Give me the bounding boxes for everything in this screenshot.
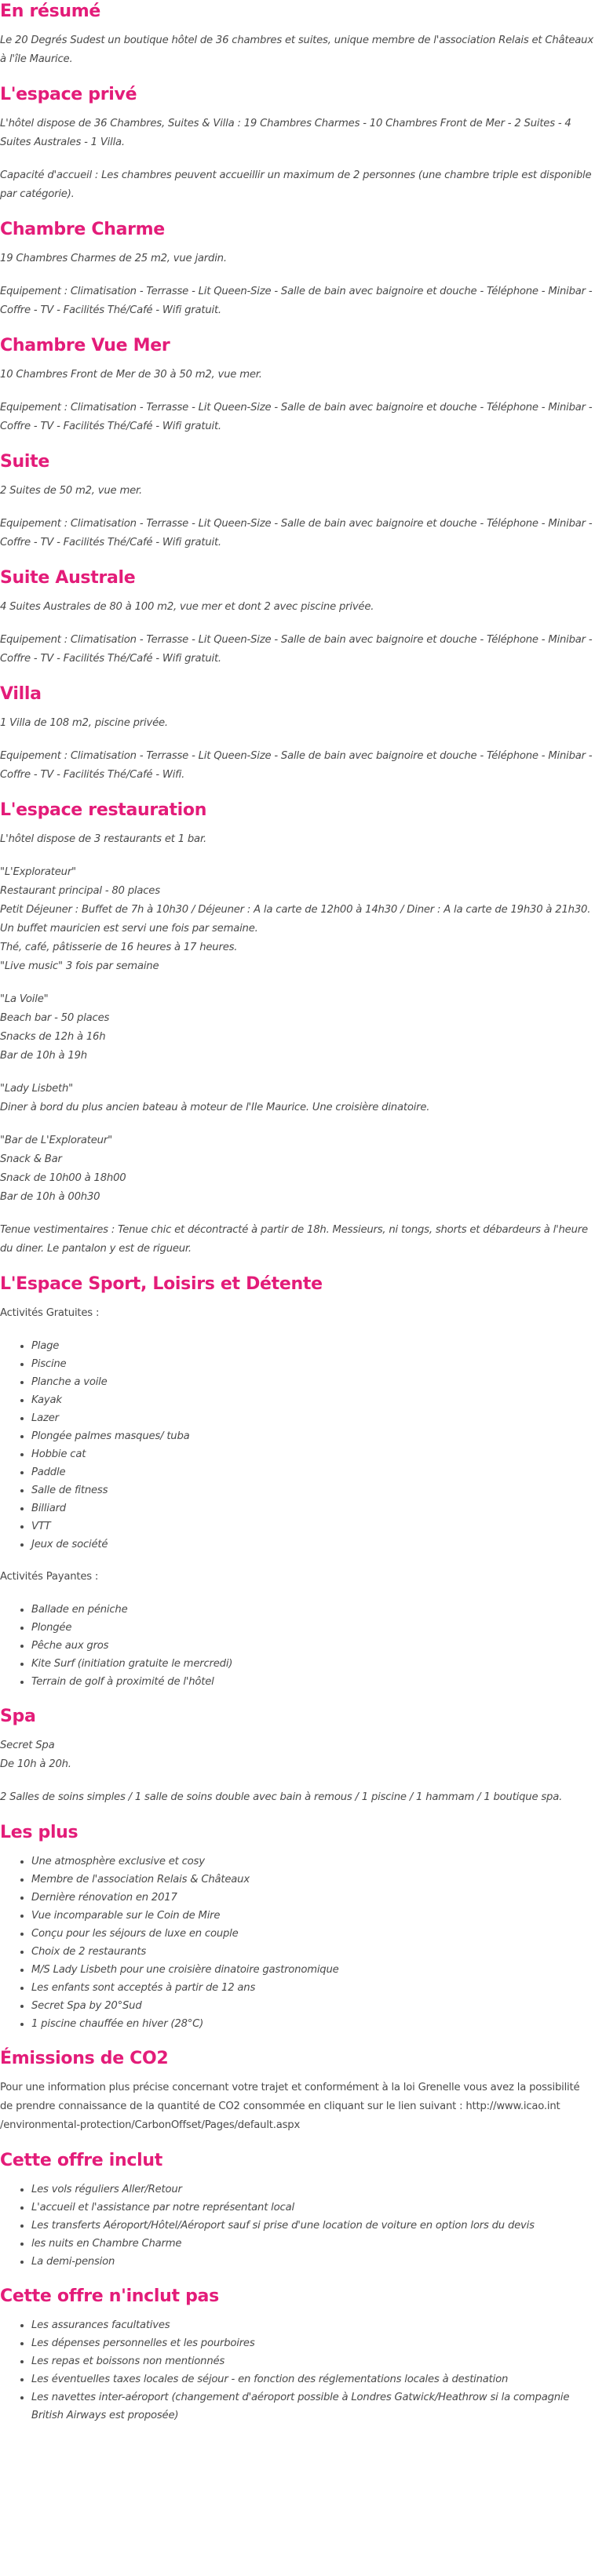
section-spa xyxy=(0,1705,593,1807)
section-title: L'espace restauration xyxy=(0,800,207,820)
room-equipment: Equipement : Climatisation - Terrasse - Lit Queen-Size - Salle de bain avec baignoire et douche - Téléphone - Minibar - Coffre - TV - Facilités Thé/Café - Wifi gratuit. xyxy=(0,402,593,432)
room-equipment: Equipement : Climatisation - Terrasse - Lit Queen-Size - Salle de bain avec baignoire et douche - Téléphone - Minibar - Coffre - TV - Facilités Thé/Café - Wifi gratuit. xyxy=(0,518,593,548)
spa-hours: Secret Spa De 10h à 20h. xyxy=(0,1740,71,1770)
section-title: Cette offre inclut xyxy=(0,2151,162,2170)
list-item: • Piscine xyxy=(31,1355,593,1373)
section-title: Villa xyxy=(0,684,42,704)
highlights-list xyxy=(0,1853,593,2033)
co2-text: Pour une information plus précise concernant votre trajet et conformément à la loi Grenelle vous avez la possibilité de prendre connaissance de la quantité de CO2 consommée en cliquant sur le lien suivant : http://www.icao.int /environmental-protection/CarbonOffset/Pages/default.aspx xyxy=(0,2082,580,2131)
list-item: • Choix de 2 restaurants xyxy=(31,1943,593,1961)
section-resume xyxy=(0,0,593,69)
dress-code-text: Tenue vestimentaires : Tenue chic et décontracté à partir de 18h. Messieurs, ni tongs, shorts et débardeurs à l'heure du diner. Le pantalon y est de rigueur. xyxy=(0,1224,588,1255)
section-title: Cette offre n'inclut pas xyxy=(0,2286,219,2306)
restaurant-lady-lisbeth: "Lady Lisbeth" Diner à bord du plus ancien bateau à moteur de l'Ile Maurice. Une croisière dinatoire. xyxy=(0,1083,430,1113)
section-les-plus xyxy=(0,1821,593,2033)
list-item: • 1 piscine chauffée en hiver (28°C) xyxy=(31,2015,593,2033)
section-title: Émissions de CO2 xyxy=(0,2049,169,2068)
list-item: • Lazer xyxy=(31,1409,593,1427)
list-item: • Billiard xyxy=(31,1499,593,1518)
section-offre-n-inclut-pas xyxy=(0,2285,593,2425)
list-item: • M/S Lady Lisbeth pour une croisière dinatoire gastronomique xyxy=(31,1961,593,1979)
section-title: Les plus xyxy=(0,1823,78,1842)
section-title: L'espace privé xyxy=(0,85,137,104)
list-item: • Plongée xyxy=(31,1619,593,1637)
list-item: • Ballade en péniche xyxy=(31,1601,593,1619)
restaurant-explorateur: "L'Explorateur" Restaurant principal - 80 places Petit Déjeuner : Buffet de 7h à 10h30 / Déjeuner : A la carte de 12h00 à 14h30 / Diner : A la carte de 19h30 à 21h30. Un buffet mauricien est servi une fois par semaine. Thé, café, pâtisserie de 16 heures à 17 heures. "Live music" 3 fois par semaine xyxy=(0,866,591,972)
list-item: • Vue incomparable sur le Coin de Mire xyxy=(31,1907,593,1925)
included-list xyxy=(0,2181,593,2271)
list-item: • L'accueil et l'assistance par notre représentant local xyxy=(31,2199,593,2217)
section-offre-inclut xyxy=(0,2149,593,2271)
room-equipment: Equipement : Climatisation - Terrasse - Lit Queen-Size - Salle de bain avec baignoire et douche - Téléphone - Minibar - Coffre - TV - Facilités Thé/Café - Wifi gratuit. xyxy=(0,634,593,665)
list-item: • Les navettes inter-aéroport (changement d'aéroport possible à Londres Gatwick/Heathrow si la compagnie British Airways est proposée) xyxy=(31,2388,593,2425)
room-description: 10 Chambres Front de Mer de 30 à 50 m2, vue mer. xyxy=(0,369,262,381)
section-co2 xyxy=(0,2047,593,2135)
free-activities-label: Activités Gratuites : xyxy=(0,1307,100,1319)
list-item: • Membre de l'association Relais & Châteaux xyxy=(31,1871,593,1889)
list-item: • les nuits en Chambre Charme xyxy=(31,2235,593,2253)
list-item: • VTT xyxy=(31,1518,593,1536)
room-description: 4 Suites Australes de 80 à 100 m2, vue mer et dont 2 avec piscine privée. xyxy=(0,601,374,613)
bar-explorateur: "Bar de L'Explorateur" Snack & Bar Snack de 10h00 à 18h00 Bar de 10h à 00h30 xyxy=(0,1135,126,1203)
list-item: • Plongée palmes masques/ tuba xyxy=(31,1427,593,1445)
free-activities-list xyxy=(0,1337,593,1554)
section-title: Suite xyxy=(0,452,49,472)
list-item: • Plage xyxy=(31,1337,593,1355)
section-suite-australe xyxy=(0,567,593,669)
list-item: • Les transferts Aéroport/Hôtel/Aéroport sauf si prise d'une location de voiture en option lors du devis xyxy=(31,2217,593,2235)
section-title: En résumé xyxy=(0,2,101,21)
section-suite xyxy=(0,450,593,552)
section-chambre-vue-mer xyxy=(0,334,593,436)
list-item: • Dernière rénovation en 2017 xyxy=(31,1889,593,1907)
section-restauration xyxy=(0,799,593,1259)
list-item: • Une atmosphère exclusive et cosy xyxy=(31,1853,593,1871)
list-item: • Hobbie cat xyxy=(31,1445,593,1463)
section-title: Chambre Vue Mer xyxy=(0,336,170,355)
list-item: • Les vols réguliers Aller/Retour xyxy=(31,2181,593,2199)
paid-activities-list xyxy=(0,1601,593,1691)
list-item: • Conçu pour les séjours de luxe en couple xyxy=(31,1925,593,1943)
restaurant-la-voile: "La Voile" Beach bar - 50 places Snacks de 12h à 16h Bar de 10h à 19h xyxy=(0,993,110,1062)
paid-activities-label: Activités Payantes : xyxy=(0,1571,99,1583)
list-item: • Les assurances facultatives xyxy=(31,2316,593,2334)
section-title: Suite Australe xyxy=(0,568,136,588)
room-description: 1 Villa de 108 m2, piscine privée. xyxy=(0,717,168,729)
prive-rooms-text: L'hôtel dispose de 36 Chambres, Suites & Villa : 19 Chambres Charmes - 10 Chambres Front de Mer - 2 Suites - 4 Suites Australes - 1 Villa. xyxy=(0,118,571,148)
list-item: • Terrain de golf à proximité de l'hôtel xyxy=(31,1673,593,1691)
section-sport-loisirs xyxy=(0,1273,593,1691)
section-title: L'Espace Sport, Loisirs et Détente xyxy=(0,1274,323,1294)
resume-text: Le 20 Degrés Sudest un boutique hôtel de 36 chambres et suites, unique membre de l'association Relais et Châteaux à l'île Maurice. xyxy=(0,35,593,65)
list-item: • Salle de fitness xyxy=(31,1481,593,1499)
section-espace-prive xyxy=(0,83,593,204)
list-item: • Les repas et boissons non mentionnés xyxy=(31,2352,593,2370)
room-equipment: Equipement : Climatisation - Terrasse - Lit Queen-Size - Salle de bain avec baignoire et douche - Téléphone - Minibar - Coffre - TV - Facilités Thé/Café - Wifi gratuit. xyxy=(0,286,593,316)
list-item: • Secret Spa by 20°Sud xyxy=(31,1997,593,2015)
list-item: • Les dépenses personnelles et les pourboires xyxy=(31,2334,593,2352)
room-description: 2 Suites de 50 m2, vue mer. xyxy=(0,485,143,497)
section-title: Spa xyxy=(0,1707,36,1726)
room-description: 19 Chambres Charmes de 25 m2, vue jardin. xyxy=(0,253,227,264)
list-item: • Pêche aux gros xyxy=(31,1637,593,1655)
section-chambre-charme xyxy=(0,218,593,320)
prive-capacity-text: Capacité d'accueil : Les chambres peuvent accueillir un maximum de 2 personnes (une chambre triple est disponible par catégorie). xyxy=(0,169,592,200)
not-included-list xyxy=(0,2316,593,2425)
list-item: • Les éventuelles taxes locales de séjour - en fonction des réglementations locales à destination xyxy=(31,2370,593,2388)
section-title: Chambre Charme xyxy=(0,220,165,239)
list-item: • Kayak xyxy=(31,1391,593,1409)
list-item: • Kite Surf (initiation gratuite le mercredi) xyxy=(31,1655,593,1673)
list-item: • Les enfants sont acceptés à partir de 12 ans xyxy=(31,1979,593,1997)
list-item: • Paddle xyxy=(31,1463,593,1481)
list-item: • Planche a voile xyxy=(31,1373,593,1391)
list-item: • Jeux de société xyxy=(31,1536,593,1554)
spa-facilities: 2 Salles de soins simples / 1 salle de soins double avec bain à remous / 1 piscine / 1 hammam / 1 boutique spa. xyxy=(0,1791,563,1803)
restauration-intro: L'hôtel dispose de 3 restaurants et 1 bar. xyxy=(0,833,206,845)
list-item: • La demi-pension xyxy=(31,2253,593,2271)
room-equipment: Equipement : Climatisation - Terrasse - Lit Queen-Size - Salle de bain avec baignoire et douche - Téléphone - Minibar - Coffre - TV - Facilités Thé/Café - Wifi. xyxy=(0,750,593,781)
section-villa xyxy=(0,683,593,785)
